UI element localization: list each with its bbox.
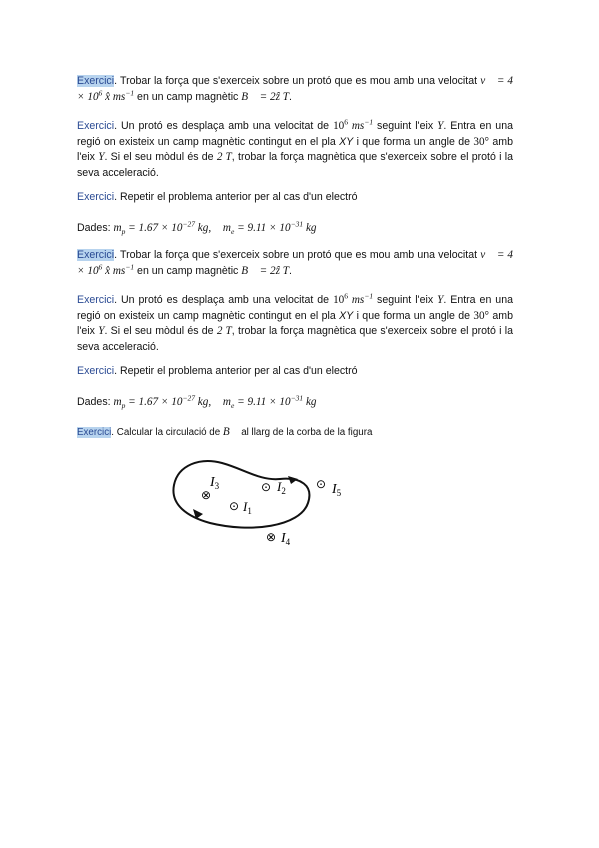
amperian-loop bbox=[173, 461, 309, 528]
cross-current-icon: ⊗ bbox=[201, 488, 212, 502]
dot-current-icon: ⊙ bbox=[229, 499, 240, 513]
exercise-2: Exercici. Un protó es desplaça amb una velocitat de $10^6$ $ms^{-1}$ seguint l'eix Y. Entra en una regió on existeix un camp magnètic contingut en el pla XY i que forma un angle de 30° amb l'eix Y. Si el seu mòdul és de 2 T, trobar la força magnètica que s'exerceix sobre el protó i la seva acceleració. bbox=[77, 117, 513, 179]
exercise-text: en un camp magnètic bbox=[134, 90, 242, 103]
exercise-label: Exercici bbox=[77, 365, 115, 377]
data-line-copy: Dades: $m_p = 1.67 \times 10^{-27}$ kg, $m_e = 9.11 \times 10^{-31}$ kg bbox=[77, 393, 317, 411]
field-expression: B⃗ = 2ẑ T bbox=[241, 90, 289, 103]
current-I1-label: $I_1$ bbox=[243, 499, 252, 516]
exercise-label: Exercici bbox=[77, 191, 115, 203]
data-line: Dades: $m_p = 1.67 \times 10^{-27}$ kg, $m_e = 9.11 \times 10^{-31}$ kg bbox=[77, 219, 317, 237]
exercise-1-copy: Exercici. Trobar la força que s'exerceix sobre un protó que es mou amb una velocitat v⃗ = $4 \times 10^6$ x̂ $ms^{-1}$ en un camp magnètic B⃗ = 2ẑ T. bbox=[77, 249, 514, 277]
exercise-1: Exercici. Trobar la força que s'exerceix sobre un protó que es mou amb una velocitat v⃗ = $4 \times 10^6$ x̂ $ms^{-1}$ en un camp magnètic B⃗ = 2ẑ T. bbox=[77, 75, 514, 103]
exercise-label-highlighted: Exercici bbox=[77, 75, 115, 87]
current-I2-label: $I_2$ bbox=[277, 479, 286, 496]
exercise-3-copy: Exercici. Repetir el problema anterior per al cas d'un electró bbox=[77, 365, 358, 377]
exercise-label-highlighted: Exercici bbox=[77, 427, 112, 438]
cross-current-icon: ⊗ bbox=[266, 530, 277, 544]
direction-arrow-icon bbox=[288, 476, 298, 484]
exercise-3: Exercici. Repetir el problema anterior per al cas d'un electró bbox=[77, 191, 358, 203]
velocity-expression: $10^6$ bbox=[333, 117, 348, 132]
exercise-2-copy: Exercici. Un protó es desplaça amb una velocitat de $10^6$ $ms^{-1}$ seguint l'eix Y. Entra en una regió on existeix un camp magnètic contingut en el pla XY i que forma un angle de 30° amb l'eix Y. Si el seu mòdul és de 2 T, trobar la força magnètica que s'exerceix sobre el protó i la seva acceleració. bbox=[77, 291, 513, 353]
exercise-text: . Trobar la força que s'exerceix sobre un protó que es mou amb una velocitat bbox=[114, 75, 481, 87]
circulation-figure bbox=[160, 455, 370, 550]
exercise-label: Exercici bbox=[77, 294, 115, 306]
electron-mass: $m_e = 9.11 \times 10^{-31}$ kg bbox=[222, 219, 317, 237]
current-I3-label: $I_3$ bbox=[210, 475, 220, 491]
exercise-4: Exercici. Calcular la circulació de B⃗ al llarg de la corba de la figura bbox=[77, 426, 373, 438]
current-I5-label: $I_5$ bbox=[332, 482, 342, 498]
velocity-expression: v⃗ = $4 \times 10^6$ x̂ $ms^{-1}$ bbox=[77, 75, 514, 103]
proton-mass: $m_p = 1.67 \times 10^{-27}$ kg, bbox=[113, 219, 212, 237]
exercise-label-highlighted: Exercici bbox=[77, 249, 115, 261]
current-I4-label: $I_4$ bbox=[281, 531, 291, 547]
dot-current-icon: ⊙ bbox=[316, 477, 327, 491]
dot-current-icon: ⊙ bbox=[261, 480, 272, 494]
exercise-label: Exercici bbox=[77, 120, 115, 132]
